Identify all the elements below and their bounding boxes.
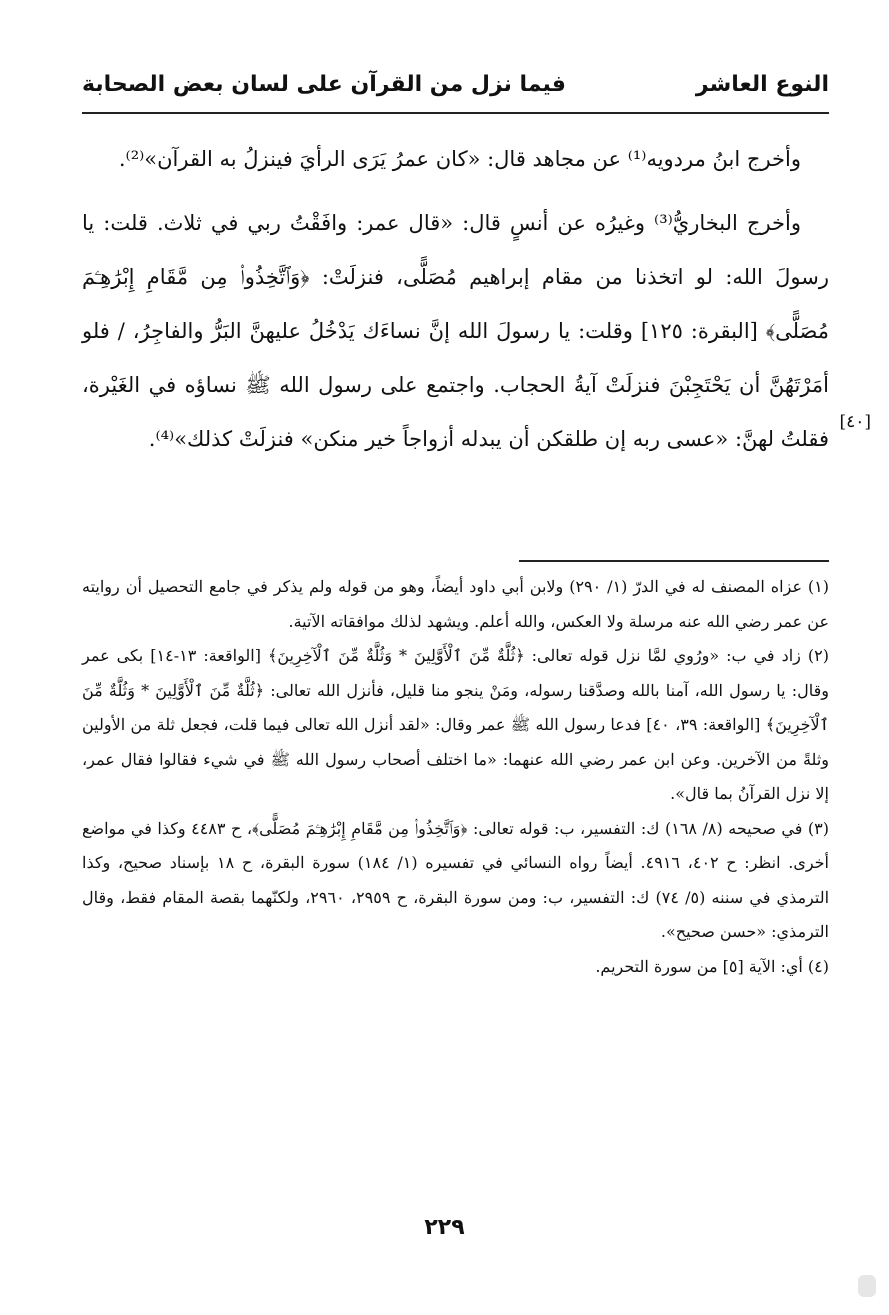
footnote-1: (١) عزاه المصنف له في الدرّ (١/ ٢٩٠) ولابن أبي داود أيضاً، وهو من قوله ولم يذكر في جامع التحصيل أن روايته عن عمر رضي الله عنه مرسلة ولا العكس، والله أعلم. ويشهد لذلك موافقاته الآتية. — [82, 577, 830, 631]
main-paragraph-2: وأخرج البخاريُّ⁽³⁾ وغيرُه عن أنسٍ قال: «قال عمر: وافَقْتُ ربي في ثلاث. قلت: يا رسولَ الله: لو اتخذنا من مقام إبراهيم مُصَلًّى، فنزلَتْ: ﴿وَٱتَّخِذُوا۟ مِن مَّقَامِ إِبْرَٰهِـۧمَ مُصَلًّى﴾ [البقرة: ١٢٥] وقلت: يا رسولَ الله إنَّ نساءَك يَدْخُلُ عليهنَّ البَرُّ والفاجِرُ، / فلو أمَرْتَهُنَّ أن يَحْتَجِبْنَ فنزلَتْ آيةُ الحجاب. واجتمع على رسول الله ﷺ نساؤه في الغَيْرة، فقلتُ لهنَّ: «عسى ربه إن طلقكن أن يبدله أزواجاً خير منكن» فنزلَتْ كذلك»⁽⁴⁾. — [82, 211, 829, 451]
page-number: ٢٢٩ — [424, 1215, 465, 1240]
section-title: النوع العاشر — [695, 71, 829, 97]
chapter-title: فيما نزل من القرآن على لسان بعض الصحابة — [82, 71, 566, 97]
footnotes — [82, 570, 829, 984]
footnote-divider — [519, 560, 829, 562]
main-text — [82, 132, 829, 466]
footnote-4: (٤) أي: الآية [٥] من سورة التحريم. — [595, 956, 829, 976]
page-reference-marker: [٤٠] — [839, 412, 871, 432]
paper-mark — [858, 1275, 876, 1297]
footnote-2: (٢) زاد في ب: «ورُوي لمَّا نزل قوله تعالى: ﴿ثُلَّةٌ مِّنَ ٱلْأَوَّلِينَ * وَثُلَّةٌ مِّنَ ٱلْآخِرِينَ﴾ [الواقعة: ١٣-١٤] بكى عمر وقال: يا رسول الله، آمنا بالله وصدَّقنا رسوله، ومَنْ ينجو منا قليل، فأنزل الله تعالى: ﴿ثُلَّةٌ مِّنَ ٱلْأَوَّلِينَ * وَثُلَّةٌ مِّنَ ٱلْآخِرِينَ﴾ [الواقعة: ٣٩، ٤٠] فدعا رسول الله ﷺ عمر وقال: «لقد أنزل الله تعالى فيما قلت، فجعل ثلة من الأولين وثلةً من الآخرين. وعن ابن عمر رضي الله عنهما: «ما اختلف أصحاب رسول الله ﷺ في شيء فقالوا فقال عمر، إلا نزل القرآنُ بما قال». — [82, 646, 830, 803]
main-paragraph-1: وأخرج ابنُ مردويه⁽¹⁾ عن مجاهد قال: «كان عمرُ يَرَى الرأيَ فينزلُ به القرآن»⁽²⁾. — [118, 147, 801, 171]
header-divider — [82, 112, 829, 114]
running-header — [82, 62, 829, 106]
footnote-3: (٣) في صحيحه (٨/ ١٦٨) ك: التفسير، ب: قوله تعالى: ﴿وَٱتَّخِذُوا۟ مِن مَّقَامِ إِبْرَٰهِـۧمَ مُصَلًّى﴾، ح ٤٤٨٣ وكذا في مواضع أخرى. انظر: ح ٤٠٢، ٤٩١٦. أيضاً رواه النسائي في تفسيره (١/ ١٨٤) سورة البقرة، ح ١٨ بإسناد صحيح، وكذا الترمذي في سننه (٥/ ٧٤) ك: التفسير، ب: ومن سورة البقرة، ح ٢٩٥٩، ٢٩٦٠، ولكنّهما بقصة المقام فقط، وقال الترمذي: «حسن صحيح». — [82, 818, 830, 941]
